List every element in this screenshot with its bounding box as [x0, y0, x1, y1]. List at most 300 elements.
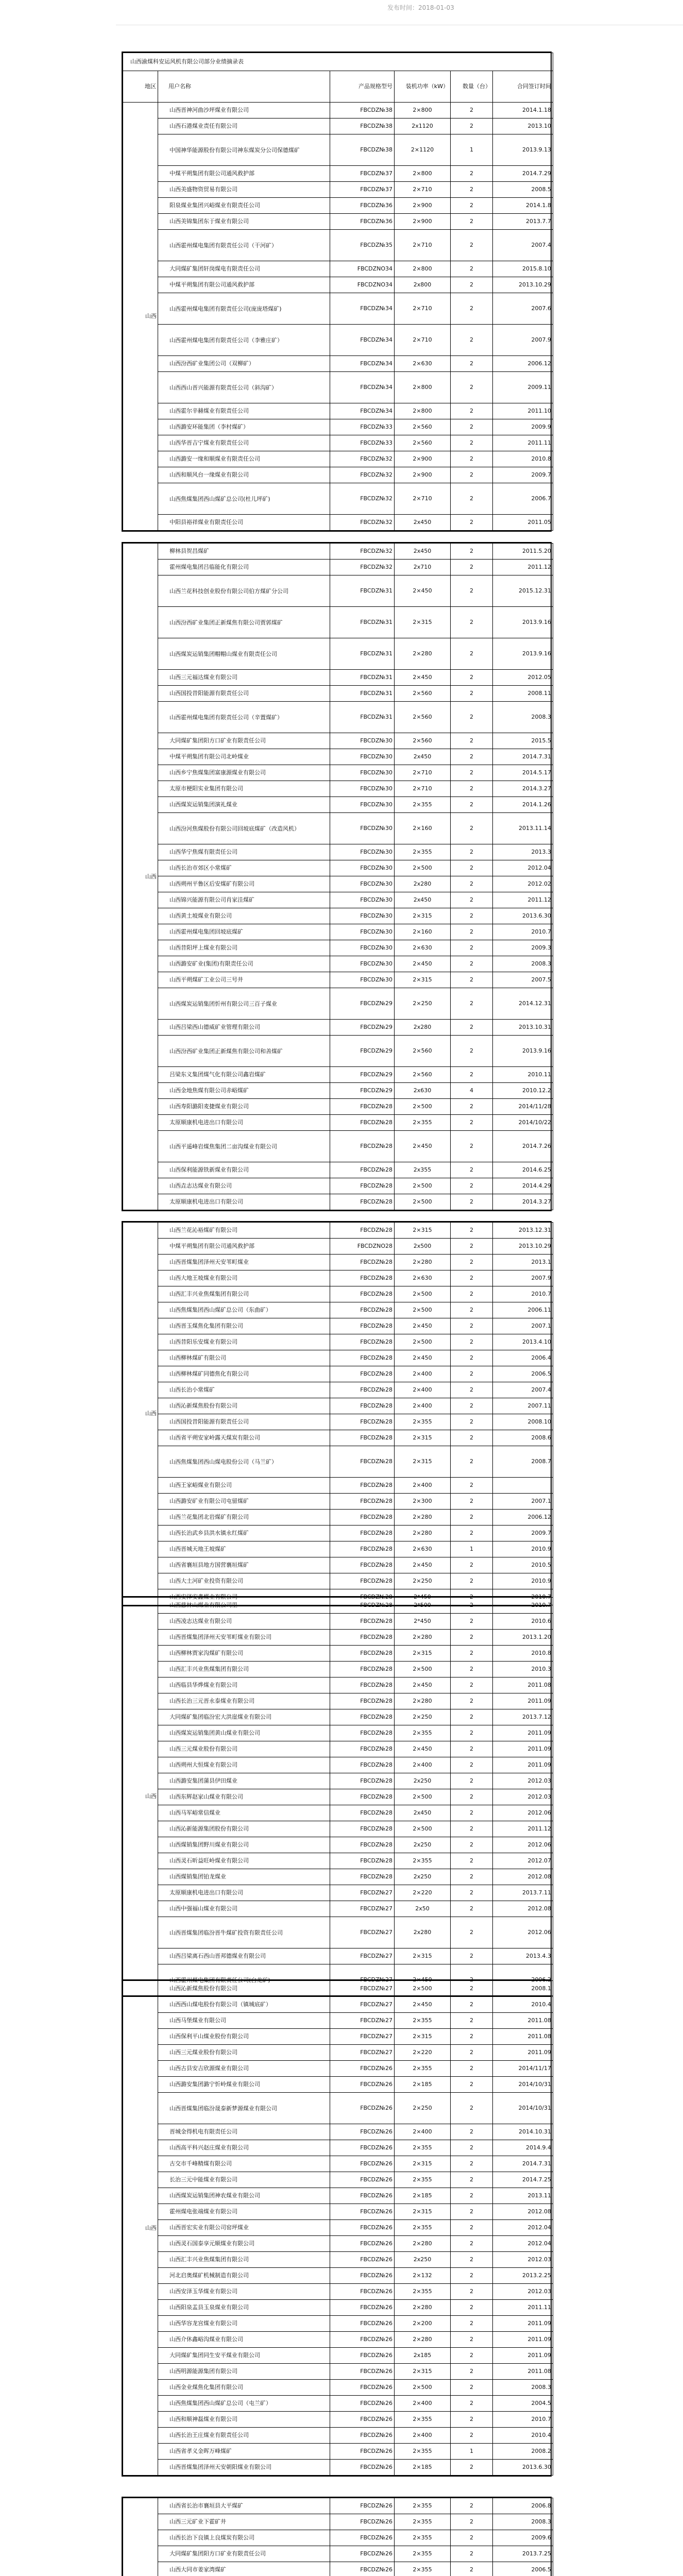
table-row — [123, 1526, 553, 1541]
contract-date-cell: 2011.09 — [493, 1725, 553, 1741]
user-name-cell: 山西霍州煤电集团回坡底煤矿 — [158, 924, 330, 940]
model-cell: FBCDZ№28 — [330, 1255, 395, 1270]
table-row — [123, 733, 553, 749]
table-row — [123, 1067, 553, 1083]
quantity-cell: 2 — [451, 2029, 493, 2045]
contract-date-cell: 2009.6 — [493, 2530, 553, 2546]
user-name-cell: 大同煤矿集团临汾宏大洪崖煤业有限公司 — [158, 1709, 330, 1725]
contract-date-cell: 2012.04 — [493, 2220, 553, 2236]
table-row — [123, 972, 553, 988]
table-row — [123, 182, 553, 198]
user-name-cell: 山西安泽玉华煤业有限公司 — [158, 2284, 330, 2300]
user-name-cell: 山西三元煤业股份有限公司 — [158, 1741, 330, 1757]
contract-date-cell: 2012.06 — [493, 1837, 553, 1853]
user-name-cell: 山西吕梁离石西山晋邦德煤业有限公司 — [158, 1948, 330, 1964]
quantity-cell: 2 — [451, 198, 493, 214]
contract-date-cell: 2010.8 — [493, 1646, 553, 1662]
table-row — [123, 2077, 553, 2093]
user-name-cell: 山西省襄垣县地方国营襄垣煤矿 — [158, 1557, 330, 1573]
table-row — [123, 435, 553, 451]
quantity-cell: 2 — [451, 670, 493, 686]
quantity-cell: 2 — [451, 403, 493, 419]
power-cell: 2×355 — [395, 2172, 451, 2188]
contract-date-cell: 2008.5 — [493, 182, 553, 198]
model-cell: FBCDZ№30 — [330, 749, 395, 765]
power-cell: 2×800 — [395, 403, 451, 419]
model-cell: FBCDZ№28 — [330, 1478, 395, 1494]
user-name-cell: 山西煤炭运销集团演礼煤业 — [158, 797, 330, 813]
model-cell: FBCDZ№26 — [330, 2220, 395, 2236]
contract-date-cell: 2014.1.26 — [493, 797, 553, 813]
model-cell: FBCDZ№26 — [330, 2172, 395, 2188]
power-cell: 2×315 — [395, 1446, 451, 1478]
table-segment — [122, 1596, 552, 1997]
power-cell: 2×450 — [395, 1131, 451, 1162]
table-row — [123, 1398, 553, 1414]
user-name-cell: 山西霍州煤电集团有限责任公司（李雅庄矿） — [158, 325, 330, 356]
power-cell: 2×630 — [395, 1541, 451, 1557]
contract-date-cell: 2014.1.8 — [493, 198, 553, 214]
quantity-cell: 2 — [451, 372, 493, 403]
user-name-cell: 山西晋神河曲沙坪煤业有限公司 — [158, 103, 330, 118]
contract-date-cell: 2007.4 — [493, 230, 553, 261]
model-cell: FBCDZ№28 — [330, 1270, 395, 1286]
quantity-cell: 2 — [451, 2546, 493, 2562]
quantity-cell: 2 — [451, 356, 493, 372]
power-cell: 2x450 — [395, 515, 451, 531]
contract-date-cell: 2006.12 — [493, 1510, 553, 1526]
power-cell: 2x185 — [395, 2348, 451, 2364]
table-row — [123, 638, 553, 670]
quantity-cell: 2 — [451, 1446, 493, 1478]
power-cell: 2×355 — [395, 2412, 451, 2428]
quantity-cell: 4 — [451, 1083, 493, 1099]
user-name-cell: 山西保利平山煤业股份有限公司 — [158, 2029, 330, 2045]
model-cell: FBCDZ№26 — [330, 2428, 395, 2444]
table-row — [123, 988, 553, 1020]
power-cell: 2×450 — [395, 575, 451, 607]
table-row — [123, 2013, 553, 2029]
user-name-cell: 古交市千峰精煤有限公司 — [158, 2156, 330, 2172]
table-row — [123, 1773, 553, 1789]
model-cell: FBCDZ№30 — [330, 940, 395, 956]
user-name-cell: 山西垚志达煤业有限公司 — [158, 1178, 330, 1194]
user-name-cell: 山西美锦集团东于煤业有限公司 — [158, 214, 330, 230]
contract-date-cell: 2010.3 — [493, 1662, 553, 1677]
power-cell: 2×710 — [395, 781, 451, 797]
table-row — [123, 1677, 553, 1693]
user-name-cell: 山西王家峪煤业有限公司 — [158, 1478, 330, 1494]
model-cell: FBCDZ№30 — [330, 797, 395, 813]
contract-date-cell: 2006.11 — [493, 1302, 553, 1318]
table-row — [123, 1194, 553, 1210]
table-row — [123, 261, 553, 277]
power-cell: 2×355 — [395, 2546, 451, 2562]
model-cell: FBCDZ№26 — [330, 2252, 395, 2268]
power-cell: 2×800 — [395, 261, 451, 277]
contract-date-cell: 2012.07 — [493, 1853, 553, 1869]
model-cell: FBCDZ№27 — [330, 2029, 395, 2045]
quantity-cell: 2 — [451, 1270, 493, 1286]
power-cell: 2×315 — [395, 908, 451, 924]
model-cell: FBCDZ№28 — [330, 1646, 395, 1662]
contract-date-cell: 2013.7.12 — [493, 1709, 553, 1725]
power-cell: 2×450 — [395, 1350, 451, 1366]
power-cell: 2×630 — [395, 1270, 451, 1286]
user-name-cell: 山西煤炭运销集团帽帽山煤业有限责任公司 — [158, 638, 330, 670]
quantity-cell: 2 — [451, 182, 493, 198]
contract-date-cell: 2006.7 — [493, 483, 553, 515]
quantity-cell: 2 — [451, 638, 493, 670]
model-cell: FBCDZ№28 — [330, 1414, 395, 1430]
user-name-cell: 霍州煤电张端煤业有限公司 — [158, 2204, 330, 2220]
table-row — [123, 2236, 553, 2252]
contract-date-cell: 2013.12.31 — [493, 1223, 553, 1239]
user-name-cell: 山西国投昔阳能源有限责任公司 — [158, 1414, 330, 1430]
quantity-cell: 2 — [451, 1334, 493, 1350]
user-name-cell: 山西长治三元晋永泰煤业有限公司 — [158, 1693, 330, 1709]
header-power: 装机功率（kW） — [395, 71, 451, 103]
model-cell: FBCDZ№26 — [330, 2300, 395, 2316]
power-cell: 2×250 — [395, 988, 451, 1020]
power-cell: 2×500 — [395, 1099, 451, 1115]
power-cell: 2×355 — [395, 2013, 451, 2029]
contract-date-cell: 2010.7 — [493, 1589, 553, 1605]
power-cell: 2×500 — [395, 1302, 451, 1318]
quantity-cell: 2 — [451, 118, 493, 134]
user-name-cell: 山西慈林山煤业有限公司里 — [158, 1598, 330, 1614]
power-cell: 2×200 — [395, 2316, 451, 2332]
model-cell: FBCDZ№28 — [330, 1821, 395, 1837]
quantity-cell: 2 — [451, 2562, 493, 2576]
power-cell: 2×355 — [395, 1414, 451, 1430]
contract-date-cell: 2004.5 — [493, 2396, 553, 2412]
model-cell: FBCDZ№30 — [330, 781, 395, 797]
power-cell: 2×500 — [395, 1286, 451, 1302]
quantity-cell: 2 — [451, 214, 493, 230]
contract-date-cell: 2013.11.14 — [493, 813, 553, 844]
quantity-cell: 2 — [451, 261, 493, 277]
model-cell: FBCDZ№28 — [330, 1541, 395, 1557]
quantity-cell: 2 — [451, 277, 493, 293]
model-cell: FBCDZ№37 — [330, 166, 395, 182]
model-cell: FBCDZ№28 — [330, 1115, 395, 1131]
power-cell: 2×220 — [395, 1885, 451, 1901]
user-name-cell: 山西高平科兴赵庄煤业有限公司 — [158, 2140, 330, 2156]
contract-date-cell: 2008.7 — [493, 1446, 553, 1478]
contract-date-cell: 2013.3 — [493, 844, 553, 860]
user-name-cell: 柳林县贺昌煤矿 — [158, 544, 330, 560]
quantity-cell: 2 — [451, 1178, 493, 1194]
power-cell: 2×630 — [395, 356, 451, 372]
power-cell: 2×710 — [395, 230, 451, 261]
power-cell: 2×280 — [395, 1630, 451, 1646]
quantity-cell: 2 — [451, 1557, 493, 1573]
contract-date-cell: 2007.9 — [493, 1270, 553, 1286]
power-cell: 2×355 — [395, 1853, 451, 1869]
quantity-cell: 2 — [451, 1382, 493, 1398]
quantity-cell: 2 — [451, 575, 493, 607]
contract-date-cell: 2012.03 — [493, 2284, 553, 2300]
quantity-cell: 2 — [451, 293, 493, 325]
power-cell: 2×280 — [395, 1693, 451, 1709]
region-cell: 山西 — [123, 1223, 158, 1605]
power-cell: 2×250 — [395, 1573, 451, 1589]
model-cell: FBCDZ№28 — [330, 1773, 395, 1789]
table-row — [123, 1083, 553, 1099]
contract-date-cell: 2014/11/28 — [493, 1099, 553, 1115]
model-cell: FBCDZ№28 — [330, 1757, 395, 1773]
contract-date-cell: 2010.5 — [493, 1557, 553, 1573]
table-row — [123, 2188, 553, 2204]
model-cell: FBCDZ№30 — [330, 813, 395, 844]
user-name-cell: 山西霍州煤电集团有限责任公司(白龙矿) — [158, 1964, 330, 1996]
model-cell: FBCDZ№31 — [330, 607, 395, 638]
power-cell: 2×280 — [395, 1510, 451, 1526]
user-name-cell: 山西潞安集团蒲县伊田煤业 — [158, 1773, 330, 1789]
table-row — [123, 607, 553, 638]
user-name-cell: 山西保利能源铁新煤业有限公司 — [158, 1162, 330, 1178]
quantity-cell: 2 — [451, 2140, 493, 2156]
user-name-cell: 山西潞安矿业有限公司屯留煤矿 — [158, 1494, 330, 1510]
power-cell: 2×280 — [395, 2300, 451, 2316]
table-row — [123, 1757, 553, 1773]
power-cell: 2×450 — [395, 1677, 451, 1693]
power-cell: 2×400 — [395, 1398, 451, 1414]
user-name-cell: 山西晋煤集团临汾晟泰新梦源煤业有限公司 — [158, 2093, 330, 2124]
table-row — [123, 560, 553, 575]
quantity-cell: 2 — [451, 940, 493, 956]
user-name-cell: 山西马堡煤业有限公司 — [158, 2013, 330, 2029]
contract-date-cell: 2007.1 — [493, 1318, 553, 1334]
table-row — [123, 892, 553, 908]
quantity-cell: 2 — [451, 2396, 493, 2412]
quantity-cell: 2 — [451, 2332, 493, 2348]
contract-date-cell: 2011.11 — [493, 435, 553, 451]
quantity-cell: 2 — [451, 956, 493, 972]
quantity-cell: 2 — [451, 103, 493, 118]
user-name-cell: 阳泉煤业集团兴峪煤业有限责任公司 — [158, 198, 330, 214]
user-name-cell: 山西沁新能源集团股份有限公司 — [158, 1821, 330, 1837]
table-row — [123, 2045, 553, 2061]
quantity-cell: 2 — [451, 1997, 493, 2013]
model-cell: FBCDZ№30 — [330, 956, 395, 972]
user-name-cell: 山西国投昔阳能源有限责任公司 — [158, 686, 330, 702]
contract-date-cell: 2011.09 — [493, 2332, 553, 2348]
contract-date-cell: 2010.4 — [493, 1997, 553, 2013]
contract-date-cell: 2014.7.31 — [493, 2156, 553, 2172]
table-row — [123, 1020, 553, 1036]
table-row — [123, 1223, 553, 1239]
user-name-cell: 山西兰花科技创业股份有限公司伯方煤矿分公司 — [158, 575, 330, 607]
power-cell: 2×400 — [395, 1478, 451, 1494]
table-row — [123, 198, 553, 214]
model-cell: FBCDZ№26 — [330, 2562, 395, 2576]
contract-date-cell: 2010.6 — [493, 1614, 553, 1630]
model-cell: FBCDZ№28 — [330, 1741, 395, 1757]
table-row — [123, 2204, 553, 2220]
model-cell: FBCDZ№35 — [330, 230, 395, 261]
model-cell: FBCDZ№30 — [330, 860, 395, 876]
table-row — [123, 1853, 553, 1869]
table-row — [123, 1917, 553, 1948]
quantity-cell: 2 — [451, 1318, 493, 1334]
model-cell: FBCDZ№34 — [330, 403, 395, 419]
contract-date-cell: 2011.08 — [493, 2364, 553, 2380]
user-name-cell: 中国神华能源股份有限公司神东煤炭分公司保德煤矿 — [158, 134, 330, 166]
contract-date-cell: 2015.5 — [493, 733, 553, 749]
power-cell: 2×710 — [395, 293, 451, 325]
contract-date-cell: 2013.7.11 — [493, 1885, 553, 1901]
power-cell: 2x710 — [395, 560, 451, 575]
contract-date-cell: 2011.5.20 — [493, 544, 553, 560]
user-name-cell: 晋城金得机电有限责任公司 — [158, 2124, 330, 2140]
table-row — [123, 2562, 553, 2576]
table-row — [123, 1382, 553, 1398]
model-cell: FBCDZ№26 — [330, 2460, 395, 2476]
model-cell: FBCDZ№28 — [330, 1178, 395, 1194]
user-name-cell: 山西中强福山煤业有限公司 — [158, 1901, 330, 1917]
model-cell: FBCDZ№27 — [330, 2045, 395, 2061]
quantity-cell: 2 — [451, 1510, 493, 1526]
user-name-cell: 山西潞安环能集团（李村煤矿） — [158, 419, 330, 435]
power-cell: 2×280 — [395, 1255, 451, 1270]
table-row — [123, 2220, 553, 2236]
power-cell: 2×185 — [395, 2188, 451, 2204]
table-row — [123, 2140, 553, 2156]
quantity-cell: 2 — [451, 2077, 493, 2093]
user-name-cell: 大同煤矿集团阳方口矿业有限责任公司 — [158, 2546, 330, 2562]
user-name-cell: 山西西山晋兴能源有限责任公司（斜沟矿） — [158, 372, 330, 403]
quantity-cell: 2 — [451, 781, 493, 797]
table-row — [123, 956, 553, 972]
model-cell: FBCDZ№28 — [330, 1302, 395, 1318]
quantity-cell: 2 — [451, 988, 493, 1020]
quantity-cell: 2 — [451, 1837, 493, 1853]
quantity-cell: 2 — [451, 1478, 493, 1494]
contract-date-cell: 2014.10.31 — [493, 2124, 553, 2140]
user-name-cell: 山西吕梁西山德威矿业管理有限公司 — [158, 1020, 330, 1036]
contract-date-cell: 2013.1 — [493, 1255, 553, 1270]
user-name-cell: 山西兰花集团北岩煤矿有限公司 — [158, 1510, 330, 1526]
table-row — [123, 1478, 553, 1494]
quantity-cell: 2 — [451, 544, 493, 560]
table-row — [123, 1099, 553, 1115]
table-row — [123, 702, 553, 733]
model-cell: FBCDZ№34 — [330, 372, 395, 403]
quantity-cell: 2 — [451, 1773, 493, 1789]
power-cell: 2×450 — [395, 1557, 451, 1573]
quantity-cell: 2 — [451, 1662, 493, 1677]
user-name-cell: 山西明源能源集团有限公司 — [158, 2364, 330, 2380]
power-cell: 2×500 — [395, 1334, 451, 1350]
contract-date-cell: 2014.9.4 — [493, 2140, 553, 2156]
power-cell: 2×250 — [395, 2093, 451, 2124]
table-row — [123, 1901, 553, 1917]
power-cell: 2×220 — [395, 2045, 451, 2061]
power-cell: 2×560 — [395, 733, 451, 749]
quantity-cell: 2 — [451, 2204, 493, 2220]
contract-date-cell: 2012.04 — [493, 2236, 553, 2252]
model-cell: FBCDZ№32 — [330, 467, 395, 483]
model-cell: FBCDZ№38 — [330, 118, 395, 134]
quantity-cell: 2 — [451, 1805, 493, 1821]
table-row — [123, 1510, 553, 1526]
contract-date-cell: 2013.9.16 — [493, 1036, 553, 1067]
table-row — [123, 1131, 553, 1162]
power-cell: 2×710 — [395, 765, 451, 781]
contract-date-cell: 2011.09 — [493, 1693, 553, 1709]
model-cell: FBCDZ№26 — [330, 2514, 395, 2530]
model-cell: FBCDZ№33 — [330, 419, 395, 435]
power-cell: 2×500 — [395, 1662, 451, 1677]
model-cell: FBCDZ№26 — [330, 2140, 395, 2156]
quantity-cell: 2 — [451, 797, 493, 813]
power-cell: 2×500 — [395, 2380, 451, 2396]
model-cell: FBCDZ№30 — [330, 844, 395, 860]
power-cell: 2×315 — [395, 1223, 451, 1239]
quantity-cell: 2 — [451, 166, 493, 182]
power-cell: 2x630 — [395, 1083, 451, 1099]
user-name-cell: 山西和顺风台一缘煤业有限公司 — [158, 467, 330, 483]
table-row — [123, 1178, 553, 1194]
model-cell: FBCDZ№28 — [330, 1598, 395, 1614]
contract-date-cell: 2011.08 — [493, 2013, 553, 2029]
table-row — [123, 2530, 553, 2546]
quantity-cell: 2 — [451, 1414, 493, 1430]
table-row — [123, 781, 553, 797]
power-cell: 2×185 — [395, 2077, 451, 2093]
model-cell: FBCDZ№32 — [330, 515, 395, 531]
table-row — [123, 2093, 553, 2124]
table-row — [123, 2348, 553, 2364]
region-cell — [123, 2498, 158, 2576]
model-cell: FBCDZ№26 — [330, 2316, 395, 2332]
user-name-cell: 山西汇丰兴业焦煤集团有限公司 — [158, 1286, 330, 1302]
user-name-cell: 山西晋煤集团临汾晋牛煤矿投资有限责任公司 — [158, 1917, 330, 1948]
contract-date-cell: 2011.05 — [493, 515, 553, 531]
model-cell: FBCDZ№26 — [330, 2093, 395, 2124]
table-row — [123, 2428, 553, 2444]
table-segment — [122, 542, 552, 1211]
model-cell: FBCDZ№27 — [330, 2013, 395, 2029]
user-name-cell: 山西长治王庄煤业有限责任公司 — [158, 2428, 330, 2444]
table-row — [123, 419, 553, 435]
quantity-cell: 2 — [451, 1255, 493, 1270]
user-name-cell: 山西介休鑫峪沟煤业有限公司 — [158, 2332, 330, 2348]
power-cell: 2×710 — [395, 182, 451, 198]
power-cell: 2*450 — [395, 1589, 451, 1605]
power-cell: 2×710 — [395, 325, 451, 356]
table-row — [123, 277, 553, 293]
table-segment — [122, 1221, 552, 1606]
user-name-cell: 山西晋煤集团泽州天安苇町煤业 — [158, 1255, 330, 1270]
model-cell: FBCDZ№28 — [330, 1573, 395, 1589]
quantity-cell: 2 — [451, 1630, 493, 1646]
contract-date-cell: 2013.7.25 — [493, 2546, 553, 2562]
contract-date-cell: 2014/10/31 — [493, 2093, 553, 2124]
model-cell: FBCDZ№31 — [330, 686, 395, 702]
power-cell: 2×355 — [395, 2284, 451, 2300]
power-cell: 2×280 — [395, 2236, 451, 2252]
power-cell: 2×132 — [395, 2268, 451, 2284]
model-cell: FBCDZ№26 — [330, 2188, 395, 2204]
table-row — [123, 451, 553, 467]
contract-date-cell: 2012.08 — [493, 1901, 553, 1917]
model-cell: FBCDZ№28 — [330, 1430, 395, 1446]
quantity-cell: 2 — [451, 924, 493, 940]
table-row — [123, 1646, 553, 1662]
